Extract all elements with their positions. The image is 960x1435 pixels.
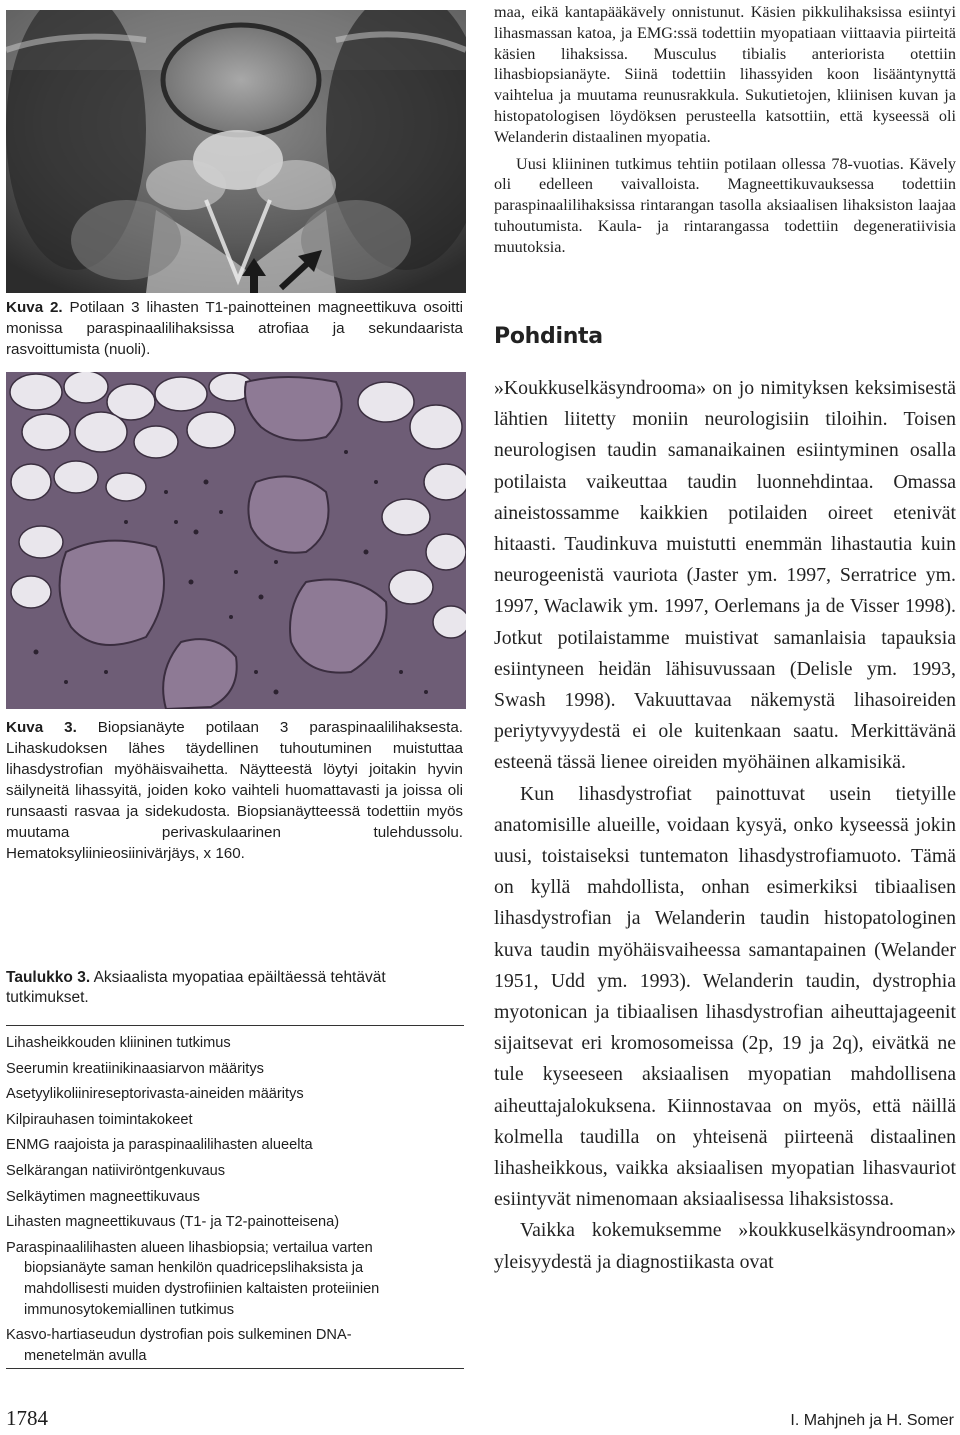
table-3-title <box>6 968 463 1008</box>
figure-2-caption-text: Potilaan 3 lihasten T1-painotteinen magneettikuva osoitti monissa paraspinaalilihaksissa atrofiaa ja sekundaarista rasvoittumista (nuoli). <box>6 299 463 358</box>
table-row: Seerumin kreatiinikinaasiarvon määritys <box>6 1060 264 1077</box>
figure-3-label: Kuva 3. <box>6 719 77 736</box>
table-row: Selkäytimen magneettikuvaus <box>6 1188 200 1205</box>
figure-3-caption <box>6 717 463 864</box>
table-3-title-text: Aksiaalista myopatiaa epäiltäessä tehtävät tutkimukset. <box>6 969 386 1006</box>
mri-scan-graphic <box>6 10 466 293</box>
table-row: Paraspinaalilihasten alueen lihasbiopsia; vertailua varten biopsianäyte saman henkilön quadricepslihaksista ja mahdollisesti muiden dystrofiinien kaltaisten proteiinien immunosytokemiallinen tutkimus <box>6 1239 380 1318</box>
table-row: Selkärangan natiiviröntgenkuvaus <box>6 1162 226 1179</box>
figure-2-label: Kuva 2. <box>6 299 63 316</box>
table-row: Kilpirauhasen toimintakokeet <box>6 1111 193 1128</box>
paragraph: maa, eikä kantapääkävely onnistunut. Käsien pikkulihaksissa esiintyi lihasmassan katoa, ja EMG:ssä todettiin myopatiaan viittaavia piirteitä käsien lihaksissa. Musculus tibialis anteriorista otettiin lihasbiopsianäyte. Siinä todettiin lihassyiden koon lisääntynyttä vaihtelua ja muutama reunusrakkula. Sukutietojen, kliinisen kuvan ja histopatologisen löydöksen perusteella katsottiin, että kyseessä oli Welanderin distaalinen myopatia. <box>494 3 956 146</box>
figure-3-biopsy-image <box>6 372 466 709</box>
table-row: ENMG raajoista ja paraspinaalilihasten alueelta <box>6 1137 313 1154</box>
table-row: Kasvo-hartiaseudun dystrofian pois sulkeminen DNA-menetelmän avulla <box>6 1327 352 1364</box>
paragraph: »Koukkuselkäsyndrooma» on jo nimityksen keksimisestä lähtien liitetty moniin neurologisiin tiloihin. Toisen neurologisen taudin samanaikainen esiintyminen osalla potilaista vaikeuttaa taudin luonnehdintaa. Omassa aineistossamme kaikkien potilaiden oireet etenivät hitaasti. Taudinkuva muistutti enemmän lihastautia kuin neurogeenistä vauriota (Jaster ym. 1997, Serratrice ym. 1997, Waclawik ym. 1997, Oerlemans ja de Visser 1998). Jotkut potilaistamme muistivat samanlaisia tapauksia esiintyneen heidän lähisuvussaan (Delisle ym. 1993, Swash 1998). Vakuuttavaa näkemystä lihasoireiden periytyvyydestä ei ole kuitenkaan saatu. Merkittävänä esteenä tässä lienee oireiden myöhäinen alkamisikä. <box>494 377 956 774</box>
table-row: Lihasten magneettikuvaus (T1- ja T2-painotteisena) <box>6 1214 340 1231</box>
running-footer-authors: I. Mahjneh ja H. Somer <box>790 1412 954 1429</box>
figure-2-caption <box>6 297 463 360</box>
table-row: Asetyylikoliinireseptorivasta-aineiden määritys <box>6 1086 304 1103</box>
paragraph: Uusi kliininen tutkimus tehtiin potilaan ollessa 78-vuotias. Kävely oli edelleen vaivalloista. Magneettikuvauksessa todettiin paraspinaalilihaksissa rintarangan tasolla aksiaalisen lihaksiston laajaa tuhoutumista. Kaula- ja rintarangassa todettiin degeneratiivisia muutoksia. <box>494 154 956 256</box>
paragraph: Kun lihasdystrofiat painottuvat usein tietyille anatomisille alueille, voidaan kysyä, onko kyseessä jokin uusi, toistaiseksi tuntematon lihasdystrofiamuoto. Tämä on kyllä mahdollista, onhan esimerkiksi tibiaalisen lihasdystrofian ja Welanderin taudin histopatologinen kuva taudin myöhäisvaiheessa samantapainen (Welander 1951, Udd ym. 1993). Welanderin taudin, dystrophia myotonican ja tibiaalisen lihasdystrofian aiheuttajageenit sijaitsevat eri kromosomeissa (2p, 19 ja 2q), eivätkä ne tule kyseeseen aksiaalisen myopatian mahdollisena aiheuttajalokuksena. Kiinnostavaa on myös, että näillä kolmella taudilla on yhteisenä piirteenä distaalinen lihasheikkous, vaikka aksiaalisen myopatian lihasvauriot esiintyvät nimenomaan aksiaalisessa lihaksistossa. <box>494 782 956 1211</box>
histology-graphic <box>6 372 466 709</box>
right-column-top-text <box>494 2 956 258</box>
table-bottom-rule <box>6 1368 464 1369</box>
table-top-rule <box>6 1025 464 1026</box>
discussion-body <box>494 373 956 1278</box>
page-number: 1784 <box>6 1406 48 1430</box>
paragraph: Vaikka kokemuksemme »koukkuselkäsyndrooman» yleisyydestä ja diagnostiikasta ovat <box>494 1219 956 1273</box>
table-3-label: Taulukko 3. <box>6 969 91 986</box>
section-heading: Pohdinta <box>494 324 603 349</box>
figure-2-mri-image <box>6 10 466 293</box>
table-3-list <box>6 1033 426 1371</box>
figure-3-caption-text: Biopsianäyte potilaan 3 paraspinaalilihaksesta. Lihaskudoksen lähes täydellinen tuhoutuminen muistuttaa lihasdystrofian myöhäisvaihetta. Näytteestä löytyi joitakin hyvin säilyneitä lihassyitä, joiden koko vaihteli huomattavasti ja joissa oli runsaasti rasvaa ja sidekudosta. Biopsianäytteessä todettiin myös muutama perivaskulaarinen tulehdussolu. Hematoksyliinieosiinivärjäys, x 160. <box>6 719 463 862</box>
table-row: Lihasheikkouden kliininen tutkimus <box>6 1035 231 1051</box>
